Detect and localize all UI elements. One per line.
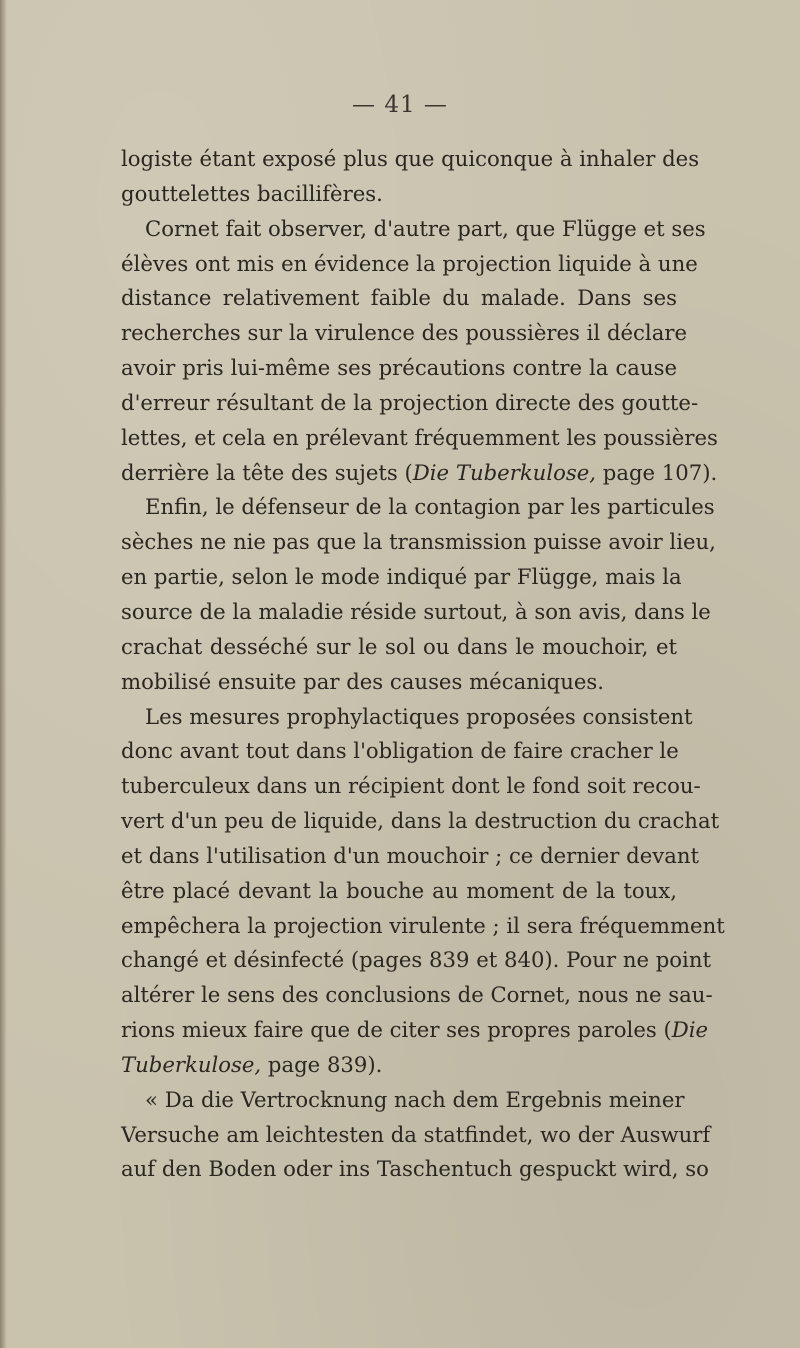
text-segment: altérer le sens des conclusions de Cornet, nous ne sau-: [121, 982, 713, 1008]
text-segment: Les mesures prophylactiques proposées consistent: [145, 703, 693, 729]
text-segment: Enfin, le défenseur de la contagion par les particules: [145, 494, 715, 520]
text-segment: sèches ne nie pas que la transmission puisse avoir lieu,: [121, 529, 716, 555]
text-line: [121, 177, 677, 212]
text-segment: source de la maladie réside surtout, à son avis, dans le: [121, 598, 711, 624]
text-line: [121, 560, 682, 595]
page-left-edge-shadow: [0, 0, 7, 1348]
text-line: [121, 281, 677, 316]
text-segment: « Da die Vertrocknung nach dem Ergebnis meiner: [145, 1086, 685, 1112]
text-line: [121, 142, 700, 177]
text-segment: logiste étant exposé plus que quiconque à inhaler des: [121, 146, 700, 171]
text-line: [121, 909, 725, 944]
text-segment: vert d'un peu de liquide, dans la destruction du crachat: [121, 808, 720, 834]
text-line: [121, 1083, 685, 1118]
text-line: [121, 525, 716, 560]
text-line: [121, 212, 706, 247]
text-segment: crachat desséché sur le sol ou dans le mouchoir, et: [121, 633, 677, 659]
text-segment: gouttelettes bacillifères.: [121, 180, 383, 206]
text-line: [121, 978, 713, 1013]
text-segment: empêchera la projection virulente ; il sera fréquemment: [121, 912, 725, 938]
text-segment: mobilisé ensuite par des causes mécaniques.: [121, 668, 604, 694]
text-line: [121, 1152, 709, 1187]
italic-title-text: Die Tuberkulose,: [412, 459, 597, 485]
text-segment: Cornet fait observer, d'autre part, que Flügge et ses: [145, 215, 706, 241]
text-line: [121, 595, 711, 630]
text-segment: tuberculeux dans un récipient dont le fond soit recou-: [121, 773, 701, 799]
text-segment: changé et désinfecté (pages 839 et 840). Pour ne point: [121, 947, 711, 973]
text-line: [121, 804, 720, 839]
text-segment: d'erreur résultant de la projection directe des goutte-: [121, 389, 699, 415]
text-line: [121, 351, 677, 386]
text-line: [121, 839, 700, 874]
text-segment: donc avant tout dans l'obligation de faire cracher le: [121, 738, 679, 764]
text-line: [121, 943, 711, 978]
text-segment: élèves ont mis en évidence la projection liquide à une: [121, 250, 698, 276]
text-segment: rions mieux faire que de citer ses propres paroles (: [121, 1017, 672, 1043]
text-line: [121, 456, 718, 491]
text-segment: en partie, selon le mode indiqué par Flügge, mais la: [121, 564, 682, 590]
text-segment: Versuche am leichtesten da statfindet, wo der Auswurf: [121, 1121, 711, 1147]
text-segment: derrière la tête des sujets (: [121, 459, 413, 485]
page-number: — 41 —: [352, 92, 448, 118]
text-line: [121, 1048, 677, 1083]
text-segment: distance relativement faible du malade. Dans ses: [121, 285, 677, 311]
text-segment: page 839).: [261, 1051, 383, 1077]
text-segment: lettes, et cela en prélevant fréquemment les poussières: [121, 424, 718, 450]
text-segment: page 107).: [596, 459, 718, 485]
text-line: [121, 700, 693, 735]
text-segment: avoir pris lui-même ses précautions contre la cause: [121, 355, 677, 381]
text-segment: et dans l'utilisation d'un mouchoir ; ce dernier devant: [121, 842, 700, 868]
text-segment: recherches sur la virulence des poussières il déclare: [121, 320, 687, 346]
body-text: [121, 142, 725, 1187]
text-line: [121, 769, 701, 804]
italic-title-text: Die: [671, 1017, 709, 1043]
text-line: [121, 665, 677, 700]
text-line: [121, 1013, 709, 1048]
text-line: [121, 421, 718, 456]
text-line: [121, 874, 677, 909]
italic-title-text: Tuberkulose,: [121, 1051, 262, 1077]
text-line: [121, 630, 677, 665]
text-line: [121, 316, 687, 351]
text-line: [121, 734, 677, 769]
text-line: [121, 247, 698, 282]
text-segment: être placé devant la bouche au moment de la toux,: [121, 877, 677, 903]
text-line: [121, 386, 699, 421]
text-line: [121, 490, 715, 525]
text-line: [121, 1118, 711, 1153]
text-segment: auf den Boden oder ins Taschentuch gespuckt wird, so: [121, 1156, 709, 1182]
